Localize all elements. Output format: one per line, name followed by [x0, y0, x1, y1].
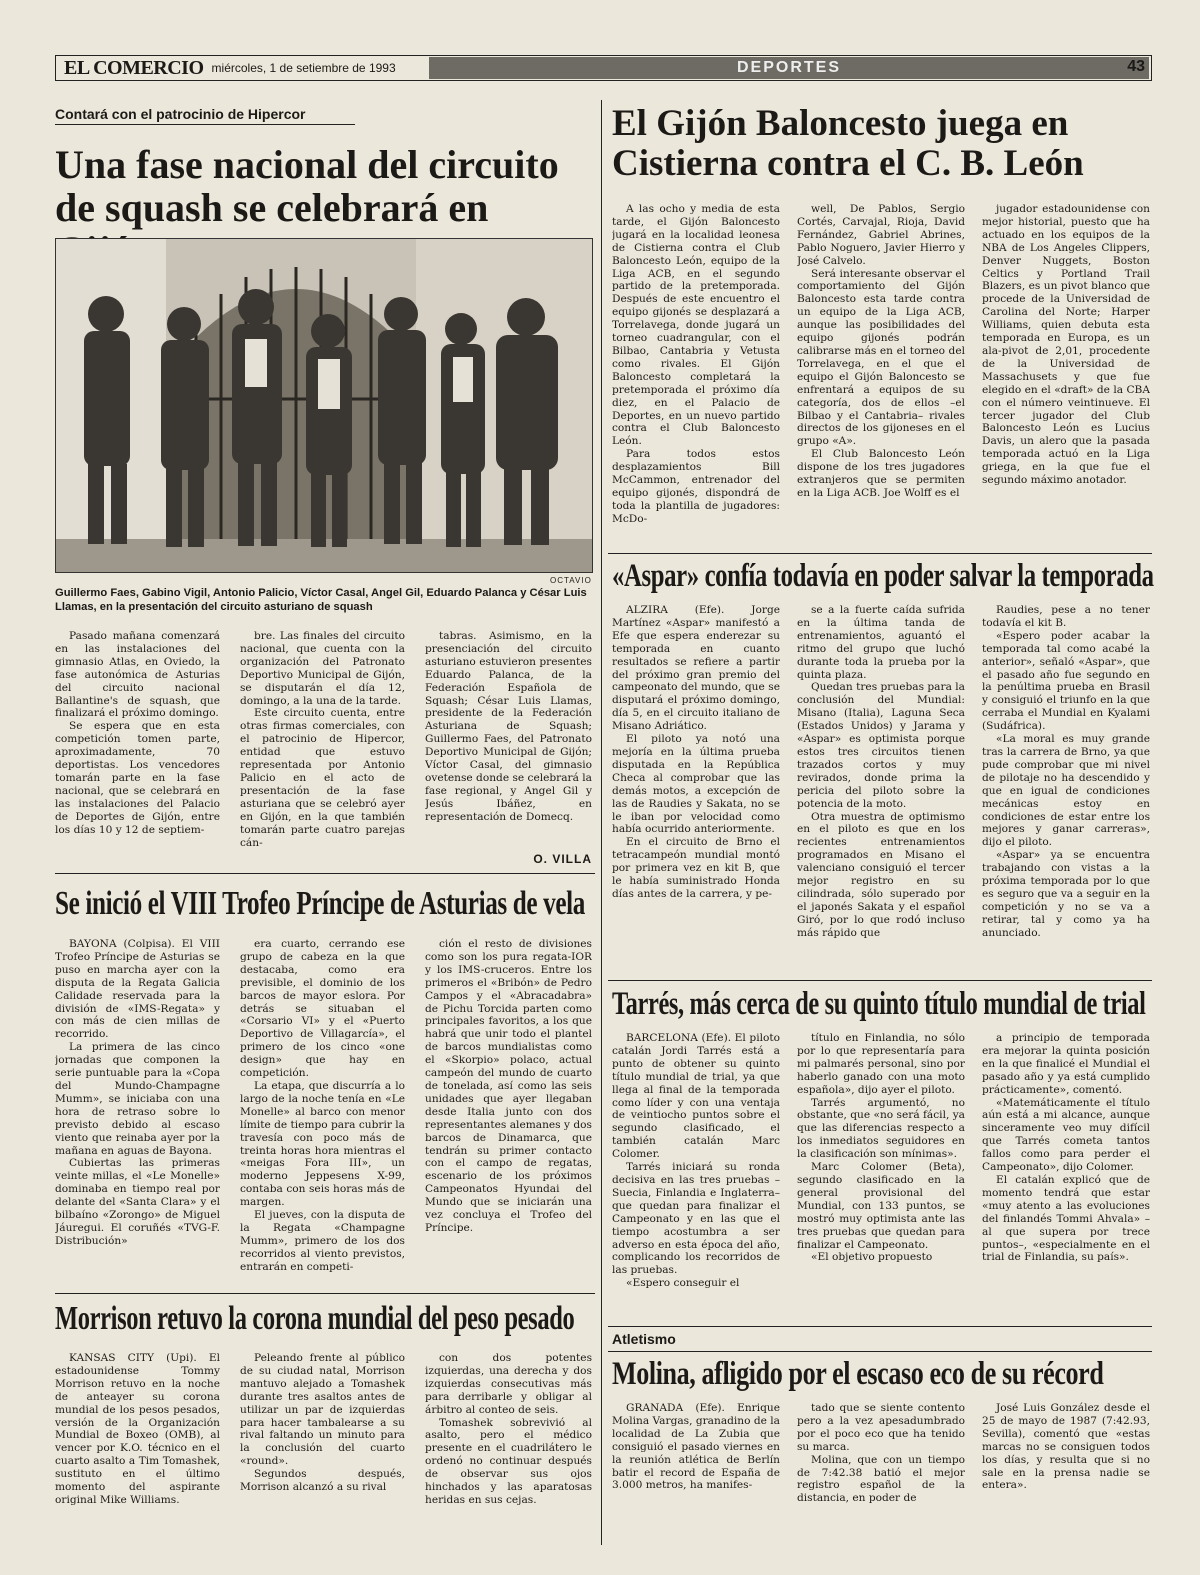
- atletismo-column-2: [797, 1402, 965, 1547]
- paragraph: La primera de las cinco jornadas que componen la serie puntuable para la «Copa del Mundo-Champagne Mumm», se iniciaba con una hora de retraso sobre lo previsto debido al escaso viento que reinaba ayer por la mañana en aguas de Bayona.: [55, 1041, 220, 1157]
- paragraph: «El objetivo propuesto: [811, 1251, 933, 1264]
- paragraph: Será interesante observar el comportamiento del Gijón Baloncesto esta tarde contra un equipo de la Liga ACB, aunque las posibilidades del equipo gijonés podrán calibrarse más en el torneo del Torrelavega, en el que el equipo el Gijón Baloncesto se enfrentará a equipos de su categoría, dos de ellos –el Bilbao y el Cantabria– rivales directos de los gijoneses en el grupo «A».: [797, 267, 965, 448]
- paragraph: El Club Baloncesto León dispone de los tres jugadores extranjeros que se permiten en la Liga ACB. Joe Wolff es el: [797, 448, 965, 499]
- paragraph: Peleando frente al público de su ciudad natal, Morrison mantuvo alejado a Tomashek durante tres asaltos antes de utilizar un par de izquierdas para hacer tambalearse a su rival faltando un minuto para la conclusión del cuarto «round».: [240, 1352, 405, 1468]
- people-group-photo: [56, 239, 593, 573]
- boxeo-headline: Morrison retuvo la corona mundial del peso pesado: [55, 1300, 575, 1337]
- page-number: 43: [1127, 58, 1145, 75]
- article-divider: [55, 1293, 595, 1294]
- squash-headline: Una fase nacional del circuito de squash se celebrará en: [55, 142, 559, 231]
- paragraph: Molina, que con un tiempo de 7:42.38 batió el mejor registro español de la distancia, en poder de: [797, 1453, 965, 1505]
- aspar-column-1: [612, 604, 780, 974]
- masthead: EL COMERCIO: [64, 56, 204, 79]
- paragraph: ción el resto de divisiones como son los pura regata-IOR y los IMS-cruceros. Entre los primeros el «Bribón» de Pedro Campos y el «Abracadabra» de Pichu Torcida parten como principales favoritos, a los que habrá que unir todo el plantel de barcos mundialistas como el «Skorpio» polaco, actual campeón del mundo de cuarto de tonelada, así como las seis unidades que ayer llegaban desde Italia junto con dos representantes alemanes y dos barcos de Dinamarca, que tendrán su primer contacto con el campo de regatas, escenario de los próximos Campeonatos Hyundai del Mundo que se iniciarán una vez concluya el Trofeo del Príncipe.: [425, 938, 592, 1234]
- paragraph: título en Finlandia, no sólo por lo que representaría para mi palmarés personal, sino por haberlo ganado con una moto española», dijo ayer el piloto.: [797, 1032, 965, 1096]
- baloncesto-headline: El Gijón Baloncesto juega en Cistierna contra el C. B. León: [612, 103, 1084, 184]
- squash-photo: [55, 238, 593, 573]
- paragraph: BAYONA (Colpisa). El VIII Trofeo Príncipe de Asturias se puso en marcha ayer con la disputa de la Regata Galicia Calidade reservada para la división de «IMS-Regata» y con más de cien millas de recorrido.: [55, 938, 220, 1041]
- paragraph: «Espero poder acabar la temporada tal como acabé la anterior», señaló «Aspar», que el pasado año fue segundo en la penúltima prueba en Brasil y consiguió el triunfo en la que cerraba el Mundial en Kyalami (Sudáfrica).: [982, 629, 1150, 733]
- boxeo-column-2: [240, 1352, 405, 1542]
- paragraph: BARCELONA (Efe). El piloto catalán Jordi Tarrés está a punto de obtener su quinto título mundial de trial, ya que llega al final de la temporada como líder y con una ventaja de veintiocho puntos sobre el segundo clasificado, el también catalán Marc Colomer.: [612, 1032, 780, 1161]
- trial-headline: Tarrés, más cerca de su quinto título mundial de trial: [612, 986, 1146, 1022]
- page-header: [55, 55, 1152, 81]
- aspar-column-3: [982, 604, 1150, 974]
- vela-column-1: [55, 938, 220, 1286]
- article-divider: [608, 980, 1152, 981]
- squash-byline: O. VILLA: [533, 852, 592, 866]
- paragraph: a principio de temporada era mejorar la quinta posición en la que finalicé el Mundial el pasado año y ya está cumplido prácticamente», comentó.: [982, 1032, 1150, 1096]
- photo-credit: OCTAVIO: [550, 576, 592, 585]
- paragraph: El piloto ya notó una mejoría en la última prueba disputada en la República Checa al comprobar que las demás motos, a excepción de las de Raudies y Sakata, no se le iban por velocidad como había ocurrido anteriormente.: [612, 733, 780, 836]
- paragraph: Raudies, pese a no tener todavía el kit B.: [982, 604, 1150, 629]
- boxeo-column-1: [55, 1352, 220, 1542]
- baloncesto-column-3: [982, 203, 1150, 548]
- paragraph: Quedan tres pruebas para la conclusión del Mundial: Misano (Italia), Laguna Seca (Estados Unidos) y Jarama y «Aspar» es optimista porque estos tres circuitos tienen trazados cortos y muy revirados, donde prima la pericia del piloto sobre la potencia de la moto.: [797, 681, 965, 810]
- paragraph: José Luis González desde el 25 de mayo de 1987 (7:42.93, Sevilla), comentó que «estas marcas no se consiguen todos los días, y resulta que si no sale en la prensa nadie se entera».: [982, 1402, 1150, 1492]
- paragraph: ALZIRA (Efe). Jorge Martínez «Aspar» manifestó a Efe que espera enderezar su temporada en cuanto resultados se refiere a partir del próximo gran premio del campeonato del mundo, que se disputará el próximo domingo, día 5, en el circuito italiano de Misano Adriático.: [612, 604, 780, 733]
- squash-kicker: Contará con el patrocinio de Hipercor: [55, 106, 355, 125]
- vela-headline: Se inició el VIII Trofeo Príncipe de Asturias de vela: [55, 885, 585, 922]
- paragraph: La etapa, que discurría a lo largo de la noche tenía en «Le Monelle» al barco con menor límite de tiempo para cubrir la travesía con poco más de treinta horas hora mientras el «meigas Fora III», un moderno Jeppesens X-99, contaba con seis horas más de margen.: [240, 1079, 405, 1209]
- paragraph: Cubiertas las primeras veinte millas, el «Le Monelle» dominaba en tiempo real por delante del «Santa Clara» y el bilbaíno «Zorongo» de Miguel Jáuregui. El coruñés «TVG-F. Distribución»: [55, 1157, 220, 1247]
- paragraph: Marc Colomer (Beta), segundo clasificado en la general provisional del Mundial, con 133 puntos, se mostró muy optimista ante las tres pruebas que quedan para finalizar el Campeonato.: [797, 1161, 965, 1251]
- squash-column-1: [55, 630, 220, 865]
- section-label: DEPORTES: [429, 57, 1149, 79]
- atletismo-kicker: Atletismo: [612, 1331, 676, 1347]
- paragraph: A las ocho y media de esta tarde, el Gijón Baloncesto jugará en la localidad leonesa de Cistierna contra el Club Baloncesto León, equipo de la Liga ACB, en el segundo partido de la pretemporada. Después de este encuentro el equipo gijonés se desplazará a Torrelavega, donde jugará un torneo cuadrangular, con el Bilbao, Cantabria y Vetusta como rivales. El Gijón Baloncesto completará la pretemporada el próximo día diez, en el Palacio de Deportes, en un nuevo partido contra el Club Baloncesto León.: [612, 203, 780, 448]
- paragraph: jugador estadounidense con mejor historial, puesto que ha actuado en los equipos de la NBA de Los Angeles Clippers, Denver Nuggets, Boston Celtics y Portland Trail Blazers, es un pivot blanco que procede de la Universidad de Carolina del Norte; Harper Williams, quien debuta esta temporada en Europa, es un ala-pivot de 2,01, procedente de la Universidad de Massachusets y que fue elegido en el «draft» de la CBA con el número veintinueve. El tercer jugador del Club Baloncesto León es Lucius Davis, un alero que la pasada temporada actuó en la Liga griega, en la que fue el segundo máximo anotador.: [982, 203, 1150, 487]
- paragraph: Para todos estos desplazamientos Bill McCammon, entrenador del equipo gijonés, dispondrá de toda la plantilla de jugadores: McDo-: [612, 448, 780, 525]
- paragraph: Se espera que en esta competición tomen parte, aproximadamente, 70 deportistas. Los vencedores tomarán parte en la fase nacional, que se celebrará en las instalaciones del Palacio de Deportes de Gijón, entre los días 10 y 12 de septiem-: [55, 720, 220, 836]
- paragraph: Tarrés iniciará su ronda decisiva en las tres pruebas –Suecia, Finlandia e Inglaterra– que quedan para finalizar el Campeonato y en las que el tiempo acostumbra a ser adverso en esta época del año, complicando los recorridos de las pruebas.: [612, 1161, 780, 1277]
- paragraph: «Espero conseguir el: [626, 1277, 740, 1290]
- trial-column-3: [982, 1032, 1150, 1322]
- paragraph: Otra muestra de optimismo en el piloto es que en los recientes entrenamientos programados en Misano el valenciano consiguió el tercer mejor registro en su cilindrada, sólo superado por el japonés Sakata y el español Giró, por lo que rodó incluso más rápido que: [797, 810, 965, 939]
- paragraph: «Aspar» ya se encuentra trabajando con vistas a la próxima temporada por lo que es seguro que va a seguir en la competición y no se va a retirar, tal y como ya ha anunciado.: [982, 849, 1150, 939]
- paragraph: tabras. Asimismo, en la presenciación del circuito asturiano estuvieron presentes Eduardo Palanca, de la Federación Española de Squash; César Luis Llamas, presidente de la Federación Asturiana de Squash; Guillermo Faes, del Patronato Deportivo Municipal de Gijón; Víctor Casal, del gimnasio ovetense donde se celebrará la fase regional, y Angel Gil y Jesús Ibáñez, en representación de Domecq.: [425, 630, 592, 823]
- paragraph: Este circuito cuenta, entre otras firmas comerciales, con el patrocinio de Hipercor, entidad que estuvo representada por Antonio Palicio en el acto de presentación de la fase asturiana que se celebró ayer en Gijón, en la que también tomarán parte cuatro parejas cán-: [240, 707, 405, 849]
- aspar-headline: «Aspar» confía todavía en poder salvar la temporada: [612, 558, 1154, 594]
- paragraph: se a la fuerte caída sufrida en la última tanda de entrenamientos, aguantó el ritmo del grupo que luchó durante toda la prueba por la quinta plaza.: [797, 604, 965, 681]
- article-divider: [55, 873, 595, 874]
- paragraph: GRANADA (Efe). Enrique Molina Vargas, granadino de la localidad de La Zubia que consiguió el pasado viernes en la reunión atlética de Berlín batir el record de España de 3.000 metros, ha manifes-: [612, 1402, 780, 1492]
- article-divider: [608, 553, 1152, 554]
- paragraph: Tomashek sobrevivió al asalto, pero el médico presente en el cuadrilátero le ordenó no continuar después de observar sus ojos hinchados y las aparatosas heridas en sus cejas.: [425, 1416, 592, 1506]
- atletismo-column-3: [982, 1402, 1150, 1547]
- paragraph: Tarrés argumentó, no obstante, que «no será fácil, ya que las diferencias respecto a los inmediatos seguidores en la clasificación son mínimas».: [797, 1096, 965, 1161]
- paragraph: El jueves, con la disputa de la Regata «Champagne Mumm», primero de los dos recorridos al viento previstos, entrarán en competi-: [240, 1209, 405, 1273]
- trial-column-2: [797, 1032, 965, 1322]
- paragraph: con dos potentes izquierdas, una derecha y dos izquierdas consecutivas más para derribarle y obligar al árbitro al conteo de seis.: [425, 1352, 592, 1416]
- paragraph: KANSAS CITY (Upi). El estadounidense Tommy Morrison retuvo en la noche de anteayer su corona mundial de los pesos pesados, versión de la Organización Mundial de Boxeo (OMB), al vencer por K.O. técnico en el cuarto asalto a Tim Tomashek, sustituto en el último momento del aspirante original Mike Williams.: [55, 1352, 220, 1506]
- paragraph: well, De Pablos, Sergio Cortés, Carvajal, Rioja, David Fernández, Gabriel Abrines, Pablo Noguero, Javier Hierro y José Calvelo.: [797, 203, 965, 267]
- paragraph: En el circuito de Brno el tetracampeón mundial montó por primera vez en kit B, que le había suministrado Honda días antes de la carrera, y pe-: [612, 836, 780, 900]
- atletismo-column-1: [612, 1402, 780, 1547]
- paragraph: Pasado mañana comenzará en las instalaciones del gimnasio Atlas, en Oviedo, la fase autonómica de Asturias del circuito nacional Ballantine's de squash, que finalizará el próximo domingo.: [55, 630, 220, 720]
- article-divider: [608, 1326, 1152, 1327]
- paragraph: Segundos después, Morrison alcanzó a su rival: [240, 1468, 405, 1494]
- paragraph: bre. Las finales del circuito nacional, que cuenta con la organización del Patronato Deportivo Municipal de Gijón, se disputarán el día 12, domingo, a la una de la tarde.: [240, 630, 405, 707]
- aspar-column-2: [797, 604, 965, 974]
- vela-column-3: [425, 938, 592, 1286]
- article-divider: [608, 1351, 1152, 1352]
- paragraph: tado que se siente contento pero a la vez apesadumbrado por el poco eco que ha tenido su marca.: [797, 1402, 965, 1453]
- atletismo-headline: Molina, afligido por el escaso eco de su récord: [612, 1356, 1104, 1392]
- baloncesto-column-1: [612, 203, 780, 548]
- squash-column-2: [240, 630, 405, 865]
- vela-column-2: [240, 938, 405, 1286]
- baloncesto-column-2: [797, 203, 965, 548]
- column-divider: [601, 100, 602, 1545]
- trial-column-1: [612, 1032, 780, 1322]
- issue-date: miércoles, 1 de setiembre de 1993: [211, 61, 396, 75]
- paragraph: El catalán explicó que de momento tendrá que estar «muy atento a las evoluciones del finlandés Tommi Ahvala» –al que supera por trece puntos–, «especialmente en el trial de Finlandia, su país».: [982, 1173, 1150, 1264]
- photo-caption: Guillermo Faes, Gabino Vigil, Antonio Palicio, Víctor Casal, Angel Gil, Eduardo Palanca y César Luis Llamas, en la presentación del circuito asturiano de squash: [55, 587, 587, 613]
- paragraph: «Matemáticamente el título aún está a mi alcance, aunque sinceramente veo muy difícil que Tarrés cometa tantos fallos como para perder el Campeonato», dijo Colomer.: [982, 1096, 1150, 1174]
- boxeo-column-3: [425, 1352, 592, 1542]
- paragraph: «La moral es muy grande tras la carrera de Brno, ya que pude comprobar que mi nivel de pilotaje no ha descendido y que en igual de condiciones mecánicas estoy en condiciones de estar entre los mejores y ganar carreras», dijo el piloto.: [982, 733, 1150, 849]
- squash-column-3: [425, 630, 592, 850]
- paragraph: era cuarto, cerrando ese grupo de cabeza en la que destacaba, como era previsible, el dominio de los barcos de mayor eslora. Por detrás se situaban el «Corsario VI» y el «Puerto Deportivo de Villagarcía», el primero de los cinco «one design» que hay en competición.: [240, 938, 405, 1080]
